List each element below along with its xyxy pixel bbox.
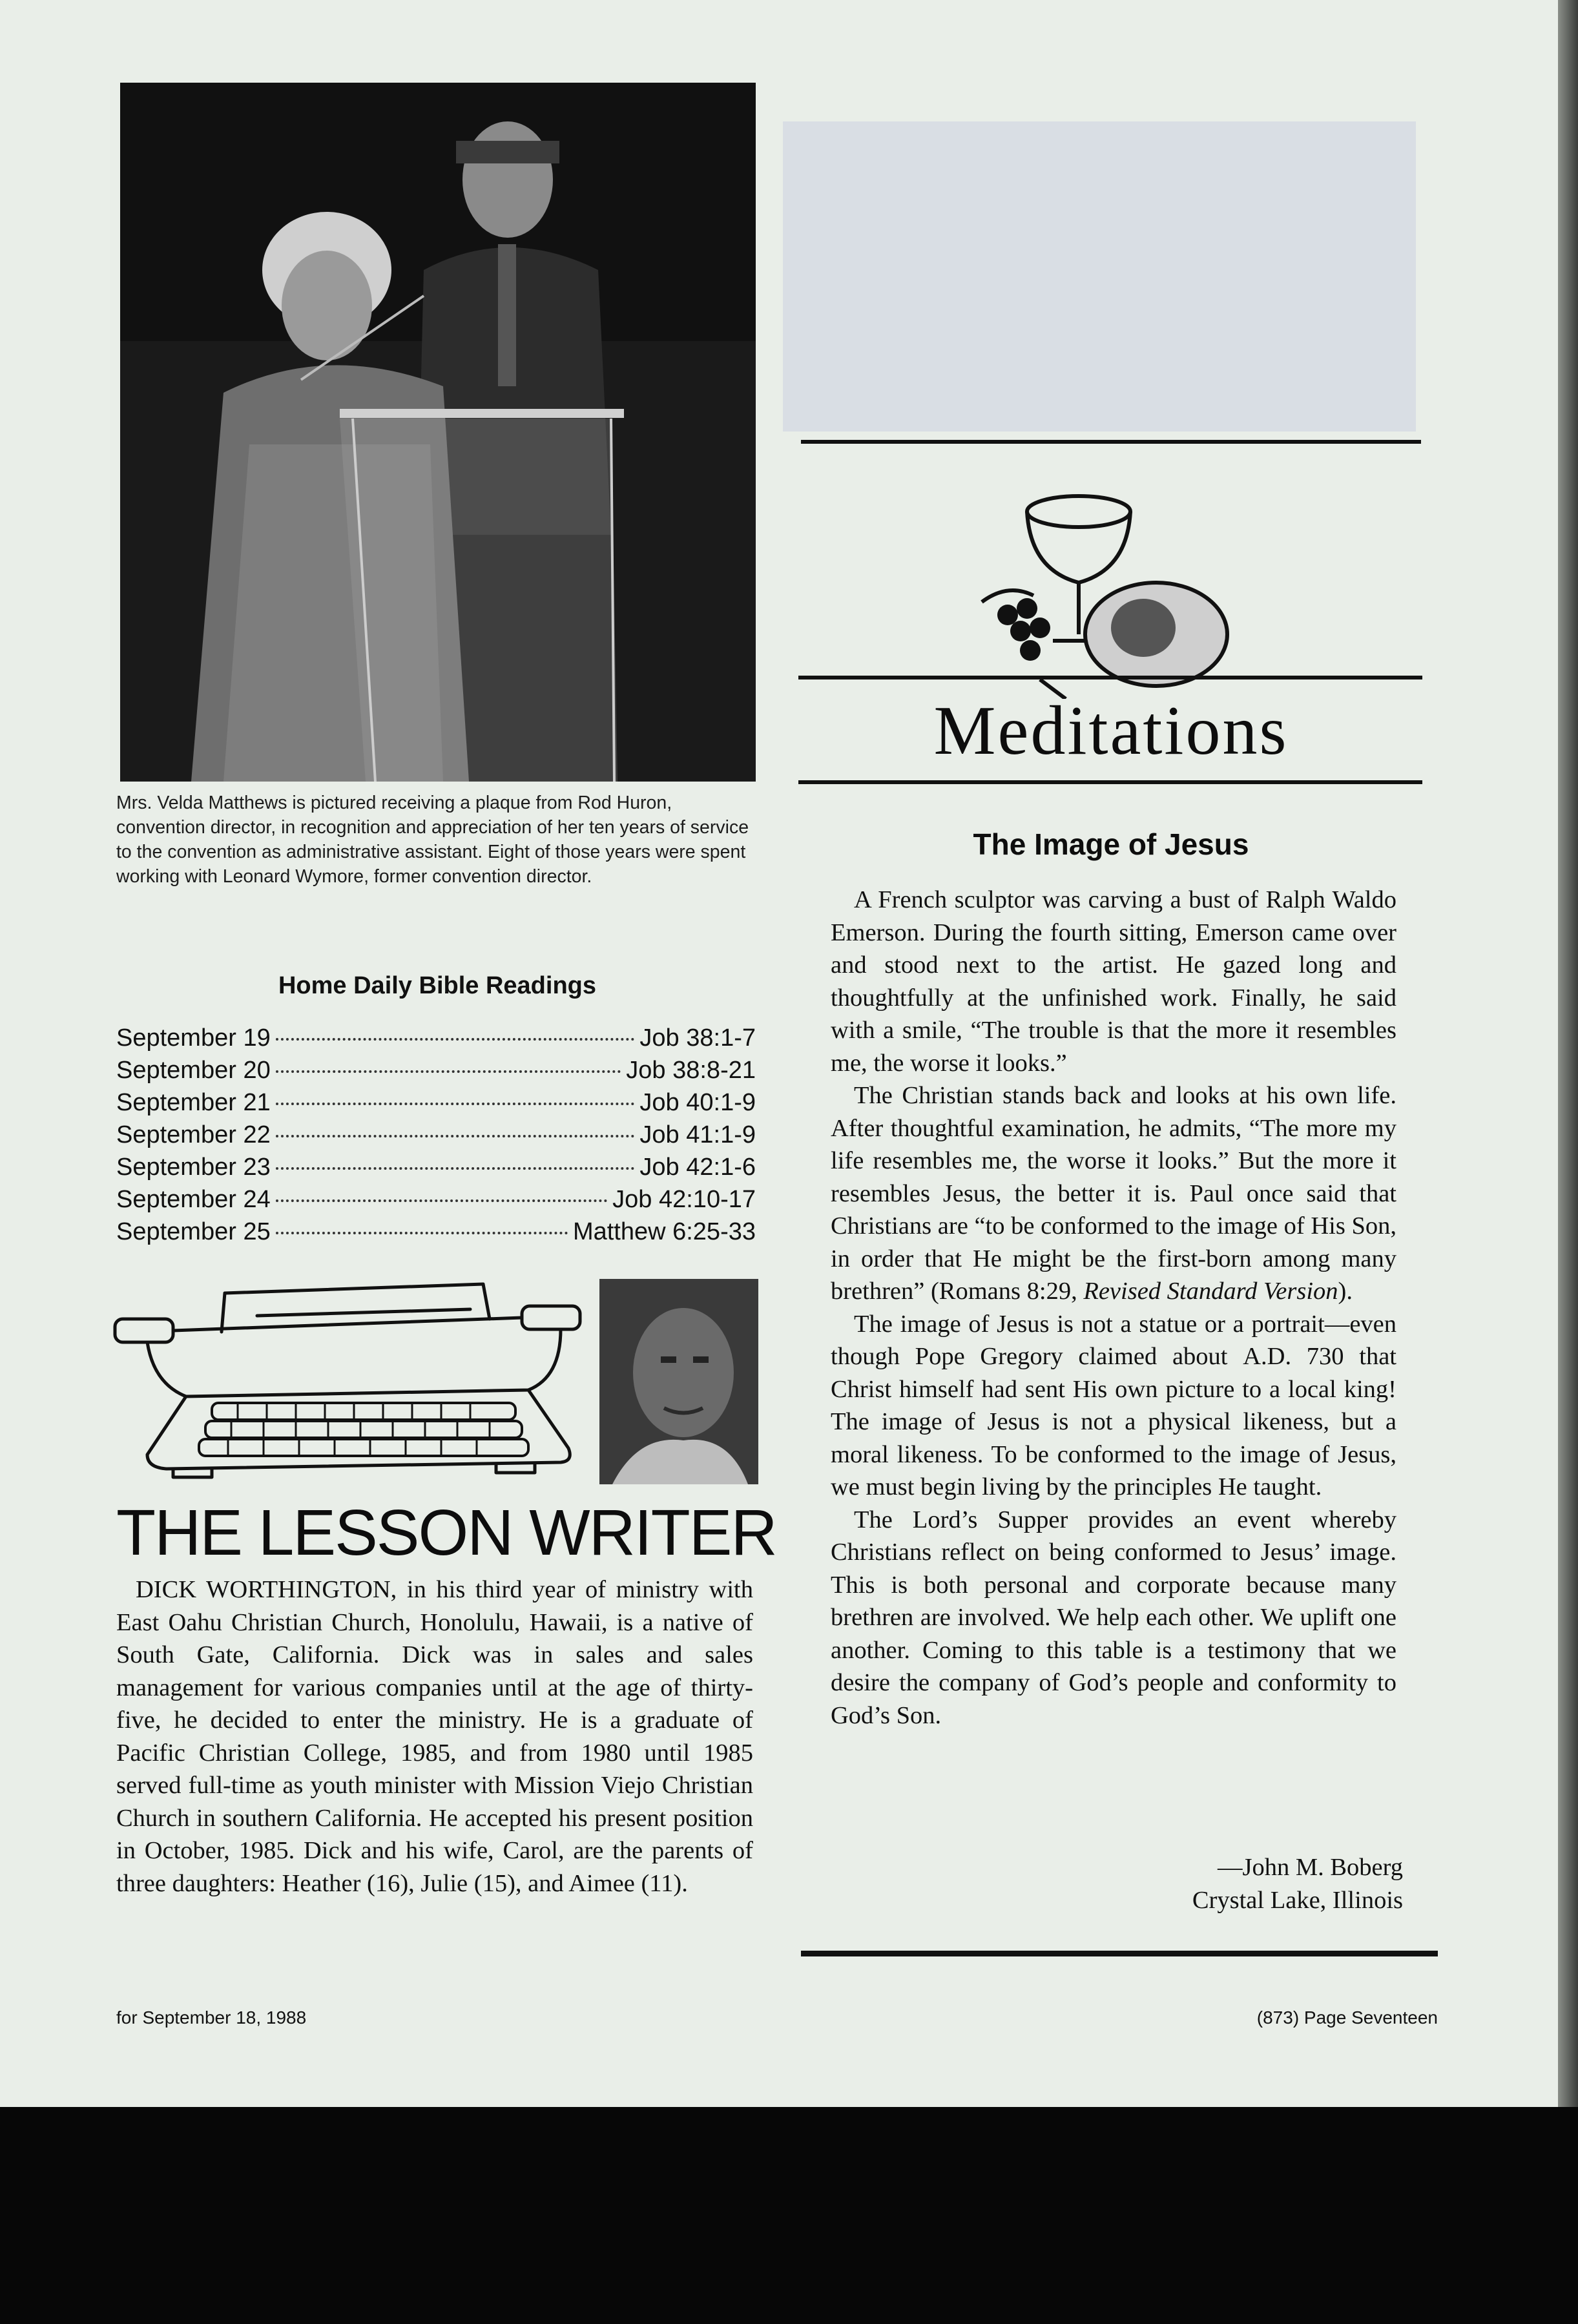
article-title: The Image of Jesus	[973, 827, 1249, 861]
typewriter-icon	[109, 1280, 587, 1487]
reading-date: September 21	[116, 1089, 271, 1116]
readings-title: Home Daily Bible Readings	[278, 972, 596, 999]
dot-leader	[276, 1038, 635, 1041]
paragraph-text: 730 that Christ himself had sent His own picture to a local king! The image of Jesus is not a physical likeness, but a moral likeness. To be conformed to the image of Jesus, we must begin living by the principles He taught.	[831, 1343, 1396, 1500]
article-paragraph: The Lord’s Supper provides an event whereby Christians reflect on being conformed to Jesus’ image. This is both personal and corporate because many brethren are involved. We help each other. We uplift one another. Coming to this table is a testimony that we desire the company of God’s people and conformity to God’s Son.	[831, 1506, 1396, 1729]
reading-date: September 19	[116, 1024, 271, 1052]
article-paragraph	[831, 1308, 1396, 1504]
writer-portrait	[599, 1279, 758, 1484]
meditations-title: Meditations	[933, 692, 1289, 769]
reading-date: September 22	[116, 1121, 271, 1148]
reading-row	[116, 1086, 756, 1119]
footer-page-number: (873) Page Seventeen	[1256, 2008, 1438, 2028]
photo-caption: Mrs. Velda Matthews is pictured receiving a plaque from Rod Huron, convention director, in recognition and appreciation of her ten years of service to the convention as administrative assistant. Eight of those years were spent working with Leonard Wymore, former convention director.	[116, 793, 749, 887]
show-through-banner	[783, 121, 1416, 431]
article-paragraph: A French sculptor was carving a bust of Ralph Waldo Emerson. During the fourth sitting, Emerson came over and stood next to the artist. He gazed long and thoughtfully at the unfinished work. Finally, he said with a smile, “The trouble is that the more it resembles me, the worse it looks.”	[831, 886, 1396, 1077]
article-signature	[831, 1851, 1403, 1916]
divider-rule	[801, 1951, 1438, 1956]
reading-row	[116, 1183, 756, 1216]
reading-date: September 20	[116, 1057, 271, 1084]
dot-leader	[276, 1167, 635, 1170]
reading-ref: Job 42:1-6	[639, 1154, 756, 1181]
writer-bio: DICK WORTHINGTON, in his third year of ministry with East Oahu Christian Church, Honolulu, Hawaii, is a native of South Gate, California. Dick was in sales and sales management for various companies until at the age of thirty-five, he decided to enter the ministry. He is a graduate of Pacific Christian College, 1985, and from 1980 until 1985 served full-time as youth minister with Mission Viejo Christian Church in southern California. He accepted his present position in October, 1985. Dick and his wife, Carol, are the parents of three daughters: Heather (16), Julie (15), and Aimee (11).	[116, 1576, 753, 1897]
lesson-writer-title: THE LESSON WRITER	[116, 1497, 776, 1569]
reading-ref: Matthew 6:25-33	[572, 1218, 756, 1245]
reading-row	[116, 1151, 756, 1183]
footer-date: for September 18, 1988	[116, 2008, 307, 2028]
reading-date: September 23	[116, 1154, 271, 1181]
reading-date: September 25	[116, 1218, 271, 1245]
article-paragraph	[831, 1079, 1396, 1308]
divider-rule	[801, 440, 1421, 444]
reading-row	[116, 1022, 756, 1054]
reading-row	[116, 1216, 756, 1248]
divider-rule	[798, 780, 1422, 784]
dot-leader	[276, 1070, 621, 1073]
readings-list	[116, 1022, 756, 1248]
reading-ref: Job 42:10-17	[612, 1186, 756, 1213]
page-edge	[1558, 0, 1578, 2107]
reading-date: September 24	[116, 1186, 271, 1213]
reading-row	[116, 1054, 756, 1086]
version-name: Revised Standard Version	[1083, 1278, 1338, 1305]
era-abbreviation: A.D.	[1243, 1343, 1292, 1370]
convention-photo	[120, 83, 756, 782]
reading-ref: Job 38:8-21	[626, 1057, 756, 1084]
author-location: Crystal Lake, Illinois	[1192, 1886, 1403, 1914]
paragraph-text: The image of Jesus is not a statue or a portrait—even though Pope Gregory claimed about	[831, 1310, 1396, 1370]
dot-leader	[276, 1199, 607, 1202]
paragraph-text: ).	[1338, 1278, 1353, 1305]
dot-leader	[276, 1232, 568, 1234]
reading-ref: Job 41:1-9	[639, 1121, 756, 1148]
paragraph-text: The Christian stands back and looks at his own life. After thoughtful examination, he admits, “The more my life resembles me, the worse it looks.” But the more it resembles Jesus, the better it is. Paul once said that Christians are “to be conformed to the image of His Son, in order that He might be the first-born among many brethren” (Romans 8:29,	[831, 1082, 1396, 1305]
divider-rule	[798, 676, 1422, 680]
article-body	[831, 884, 1396, 1732]
reading-ref: Job 38:1-7	[639, 1024, 756, 1052]
dot-leader	[276, 1135, 635, 1137]
author-name: —John M. Boberg	[1218, 1854, 1403, 1881]
reading-row	[116, 1119, 756, 1151]
reading-ref: Job 40:1-9	[639, 1089, 756, 1116]
chalice-bread-icon	[969, 486, 1240, 699]
dot-leader	[276, 1103, 635, 1105]
scan-background	[0, 2107, 1578, 2324]
